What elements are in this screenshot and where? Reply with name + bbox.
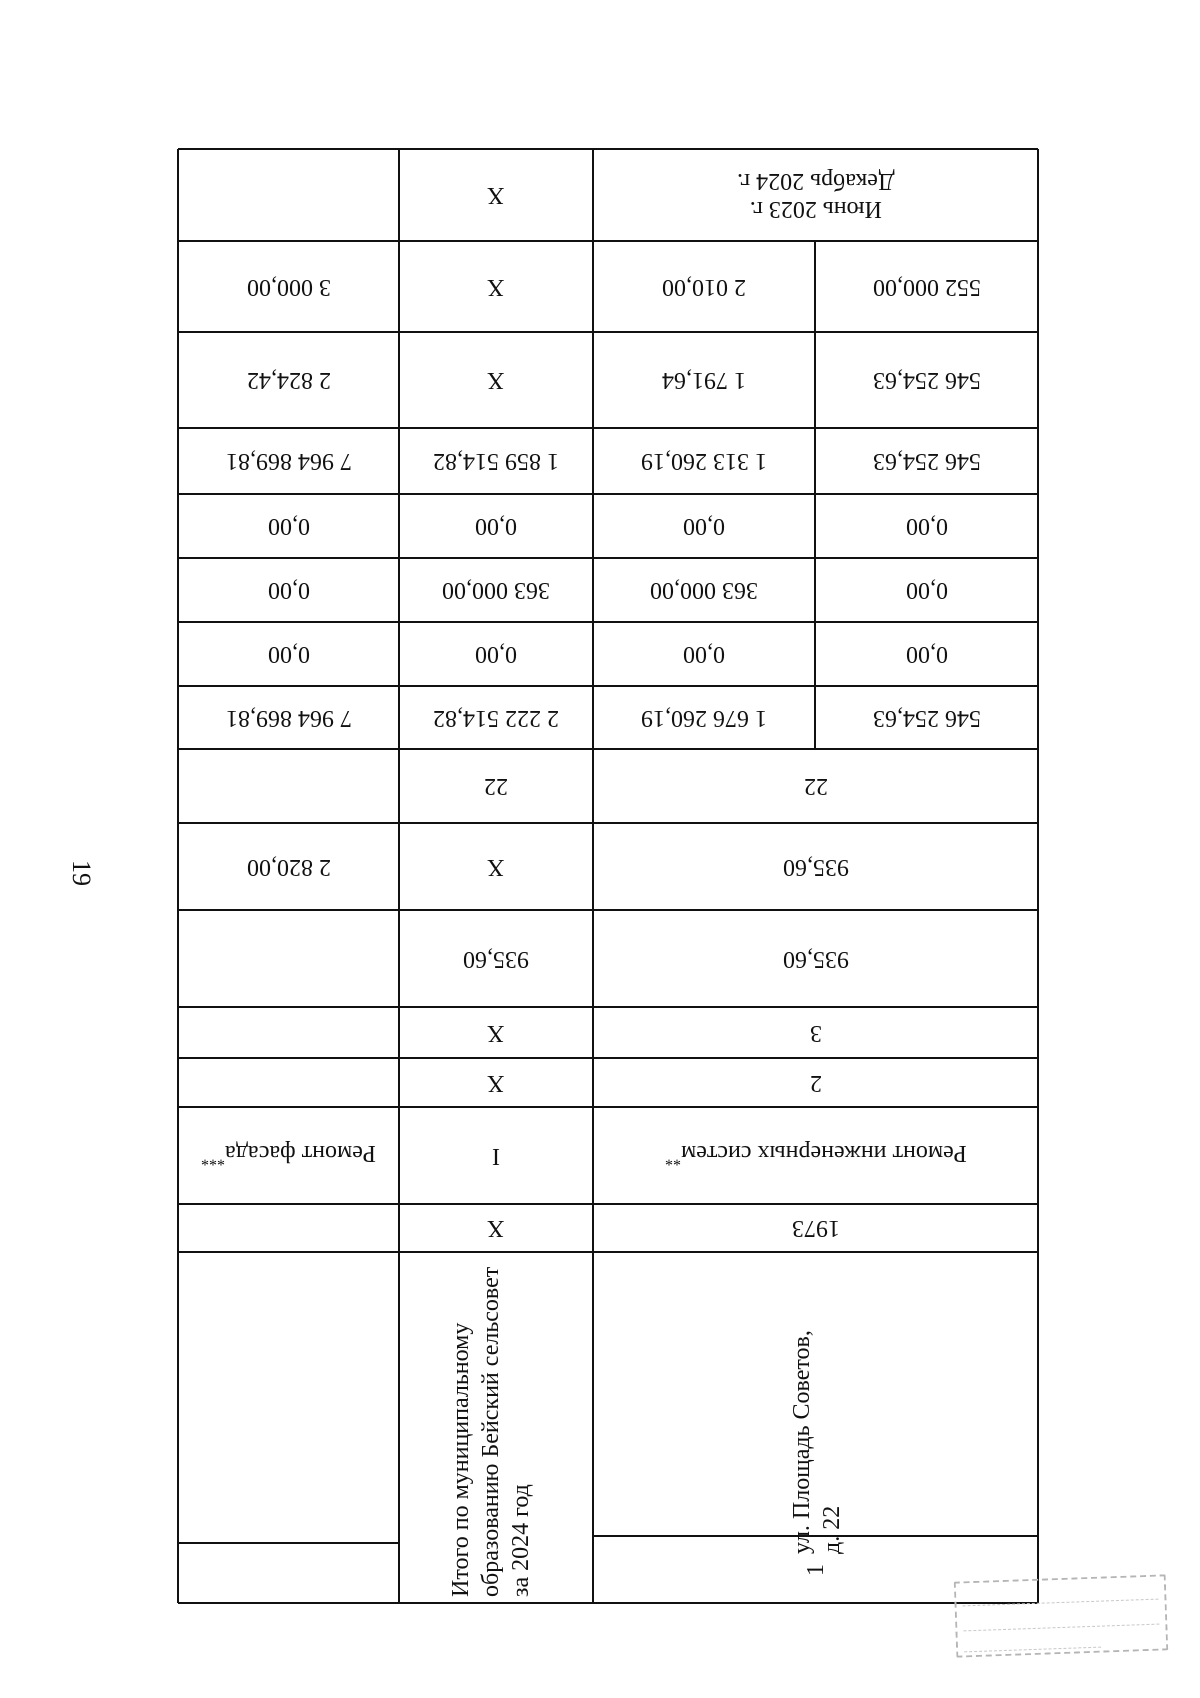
faded-stamp [954,1574,1169,1657]
facade-area-living: 2 820,00 [246,853,331,880]
house-cost-owners: 1 313 260,19 [641,448,767,474]
total-cost-owners: 1 859 514,82 [433,448,559,474]
house-col3: 3 [809,1019,822,1046]
house-deadline [593,149,1038,241]
total-deadline: X [487,182,505,208]
facade-cost-total: 7 964 869,81 [225,704,352,731]
address-street: ул. Площадь Советов, [789,1330,815,1554]
total-area-living: X [487,853,505,880]
total-label-line-1: Итого по муниципальному [448,1322,474,1597]
facade-limit-cost: 3 000,00 [246,273,331,300]
facade-unit-cost: 2 824,42 [246,367,331,393]
deadline-end: Декабрь 2024 г. [736,168,895,194]
facade-work-type [178,1107,399,1204]
total-cost-total: 2 222 514,82 [433,704,559,731]
house-unit-cost: 1 791,64 [662,367,746,393]
total-limit-cost: X [487,273,505,300]
facade-work-type-label: Ремонт фасада [225,1139,376,1166]
house-number: 1 [803,1564,829,1576]
house-address [787,1264,847,1554]
house-limit-cost: 2 010,00 [662,273,746,300]
total-cost-budget-1: 363 000,00 [442,577,550,603]
page-number: 19 [67,860,96,886]
house-work-type [593,1107,1038,1204]
house-cost-budget-1-second: 0,00 [905,577,948,603]
house-cost-budget-2: 0,00 [683,513,725,539]
house-col2: 2 [809,1069,822,1096]
facade-cost-fund: 0,00 [267,641,310,667]
house-cost-total-second: 546 254,63 [872,704,981,731]
facade-cost-budget-2: 0,00 [267,513,310,539]
house-area-living: 935,60 [782,945,849,972]
house-cost-owners-second: 546 254,63 [872,448,981,474]
facade-cost-budget-1: 0,00 [267,577,310,603]
total-unit-cost: X [487,367,505,393]
house-residents: 22 [803,773,828,799]
total-work-type-no: I [492,1142,500,1169]
total-area-total: 935,60 [463,945,529,972]
house-cost-budget-2-second: 0,00 [905,513,948,539]
house-area-total: 935,60 [782,853,849,880]
deadline-start: Июнь 2023 г. [749,196,882,222]
house-cost-total: 1 676 260,19 [641,704,767,731]
address-building: д. 22 [819,1505,845,1554]
house-cost-fund: 0,00 [683,641,725,667]
total-label-line-3: за 2024 год [508,1484,534,1597]
house-cost-budget-1: 363 000,00 [650,577,758,603]
house-year: 1973 [791,1215,840,1241]
house-unit-cost-second: 546 254,63 [872,367,981,393]
facade-cost-owners: 7 964 869,81 [225,448,352,474]
house-cost-fund-second: 0,00 [905,641,948,667]
total-residents: 22 [484,773,508,799]
total-cost-budget-2: 0,00 [475,513,517,539]
work-type-label: Ремонт инженерных систем [680,1139,967,1166]
work-type-mark: ** [664,1150,681,1168]
facade-work-type-mark: *** [201,1150,226,1168]
total-cost-fund: 0,00 [475,641,517,667]
house-limit-cost-second: 552 000,00 [872,273,981,300]
total-col2: X [487,1069,505,1096]
total-year: X [487,1215,505,1241]
total-col3: X [487,1019,505,1046]
total-label [446,1266,546,1597]
total-label-line-2: образованию Бейский сельсовет [478,1266,504,1597]
